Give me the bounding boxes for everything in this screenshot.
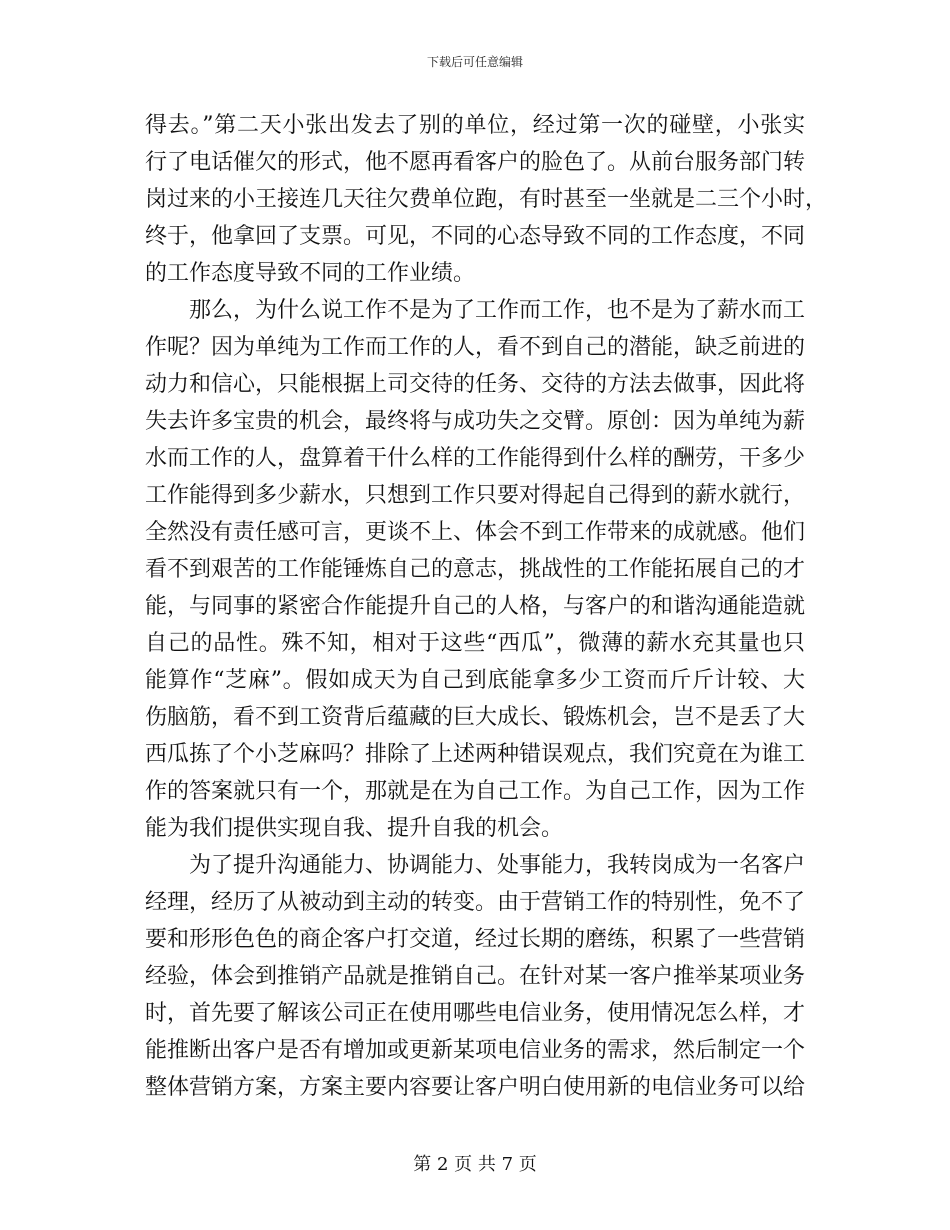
text-line: 动力和信心，只能根据上司交待的任务、交待的方法去做事，因此将 [145, 372, 806, 397]
text-line: 要和形形色色的商企客户打交道，经过长期的磨练，积累了一些营销 [145, 927, 806, 952]
text-line: 为了提升沟通能力、协调能力、处事能力，我转岗成为一名客户 [189, 853, 806, 878]
text-line: 岗过来的小王接连几天往欠费单位跑，有时甚至一坐就是二三个小时， [145, 187, 828, 212]
document-body [145, 107, 828, 1106]
page-number-footer: 第 2 页 共 7 页 [413, 1154, 537, 1175]
text-line: 自己的品性。殊不知，相对于这些“西瓜”，微薄的薪水充其量也只 [145, 631, 805, 656]
text-line: 能推断出客户是否有增加或更新某项电信业务的需求，然后制定一个 [145, 1038, 806, 1063]
text-line: 得去。”第二天小张出发去了别的单位，经过第一次的碰壁，小张实 [145, 113, 805, 138]
text-line: 时，首先要了解该公司正在使用哪些电信业务，使用情况怎么样，才 [145, 1001, 806, 1026]
paragraph [145, 847, 805, 1106]
text-line: 作呢？因为单纯为工作而工作的人，看不到自己的潜能，缺乏前进的 [145, 335, 806, 360]
text-line: 失去许多宝贵的机会，最终将与成功失之交臂。原创：因为单纯为薪 [145, 409, 806, 434]
text-line: 西瓜拣了个小芝麻吗？排除了上述两种错误观点，我们究竟在为谁工 [145, 742, 806, 767]
text-line: 能为我们提供实现自我、提升自我的机会。 [145, 816, 564, 841]
text-line: 工作能得到多少薪水，只想到工作只要对得起自己得到的薪水就行， [145, 483, 806, 508]
page-header: 下载后可任意编辑 [426, 55, 523, 69]
text-line: 能算作“芝麻”。假如成天为自己到底能拿多少工资而斤斤计较、大 [145, 668, 805, 693]
text-line: 看不到艰苦的工作能锤炼自己的意志，挑战性的工作能拓展自己的才 [145, 557, 806, 582]
text-line: 水而工作的人，盘算着干什么样的工作能得到什么样的酬劳，干多少 [145, 446, 806, 471]
paragraph [145, 292, 805, 847]
text-line: 经验，体会到推销产品就是推销自己。在针对某一客户推举某项业务 [145, 964, 806, 989]
text-line: 经理，经历了从被动到主动的转变。由于营销工作的特别性，免不了 [145, 890, 806, 915]
text-line: 终于，他拿回了支票。可见，不同的心态导致不同的工作态度，不同 [145, 224, 806, 249]
text-line: 整体营销方案，方案主要内容要让客户明白使用新的电信业务可以给 [145, 1075, 806, 1100]
paragraph [145, 107, 828, 292]
text-line: 伤脑筋，看不到工资背后蕴藏的巨大成长、锻炼机会，岂不是丢了大 [145, 705, 806, 730]
text-line: 的工作态度导致不同的工作业绩。 [145, 261, 476, 286]
text-line: 那么，为什么说工作不是为了工作而工作，也不是为了薪水而工 [189, 298, 806, 323]
text-line: 行了电话催欠的形式，他不愿再看客户的脸色了。从前台服务部门转 [145, 150, 806, 175]
text-line: 全然没有责任感可言，更谈不上、体会不到工作带来的成就感。他们 [145, 520, 806, 545]
text-line: 作的答案就只有一个，那就是在为自己工作。为自己工作，因为工作 [145, 779, 806, 804]
text-line: 能，与同事的紧密合作能提升自己的人格，与客户的和谐沟通能造就 [145, 594, 806, 619]
